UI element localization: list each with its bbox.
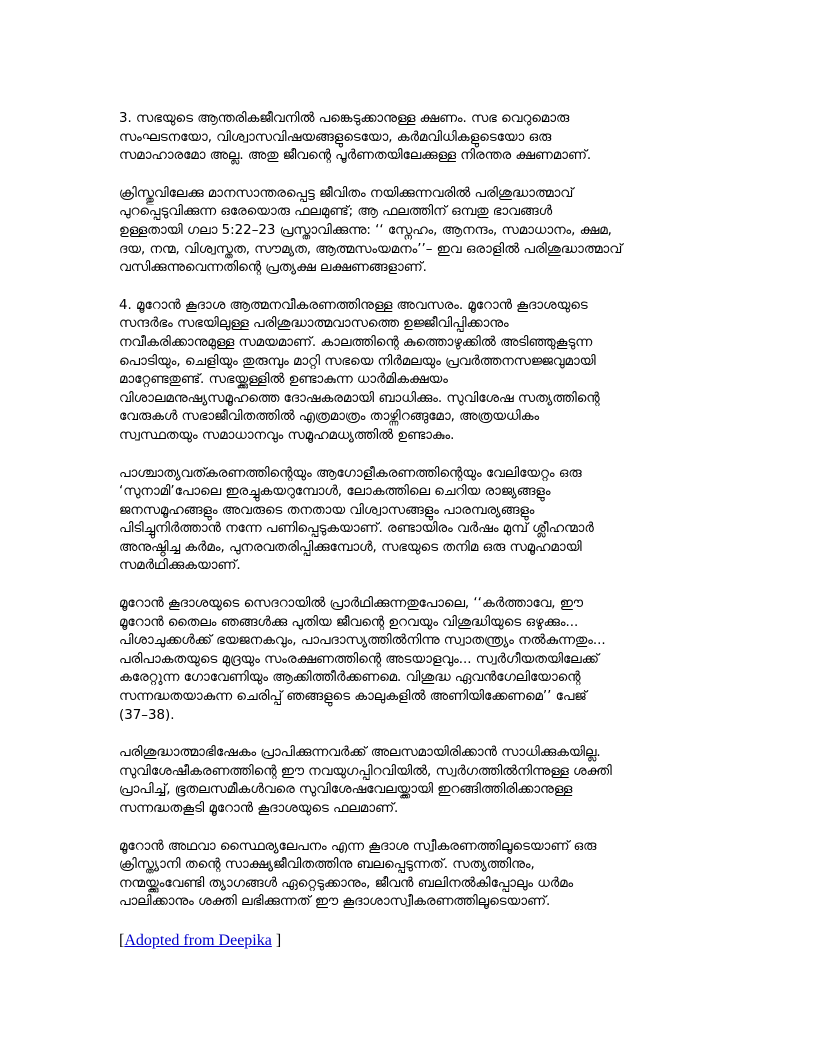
source-close-bracket: ]	[271, 931, 282, 949]
text-line: മൂറോന്‍ കൂദാശയുടെ സെദറായില്‍ പ്രാര്‍ഥിക്കുന്നതുപോലെ, ‘‘കര്‍ത്താവേ, ഈ	[119, 596, 583, 612]
text-line: ക്രിസ്ത്യാനി തന്റെ സാക്ഷ്യജീവിതത്തിനു ബലപ്പെടുന്നത്. സത്യത്തിനും,	[119, 857, 535, 873]
text-line: നവീകരിക്കാനുമുള്ള സമയമാണ്. കാലത്തിന്റെ കുത്തൊഴുക്കില്‍ അടിഞ്ഞുകൂടുന്ന	[119, 334, 593, 350]
paragraph	[119, 595, 686, 725]
text-line: 4. മൂറോന്‍ കൂദാശ ആത്മനവീകരണത്തിനുള്ള അവസരം. മൂറോന്‍ കൂദാശയുടെ	[119, 297, 588, 313]
text-line: (37–38).	[119, 707, 175, 723]
text-line: പിശാചുക്കള്‍ക്ക് ഭയജനകവും, പാപദാസ്യത്തില്‍നിന്നു സ്വാതന്ത്ര്യം നല്‍കുന്നതും...	[119, 633, 606, 649]
text-line: സംഘടനയോ, വിശ്വാസവിഷയങ്ങളുടെയോ, കര്‍മവിധികളുടെയോ ഒരു	[119, 129, 552, 145]
paragraph	[119, 110, 686, 166]
text-line: ക്രിസ്തുവിലേക്കു മാനസാന്തരപ്പെട്ട ജീവിതം നയിക്കുന്നവരില്‍ പരിശുദ്ധാത്മാവ്	[119, 185, 574, 201]
text-line: ഉള്ളതായി ഗലാ 5:22–23 പ്രസ്താവിക്കുന്നു: ‘‘ സ്നേഹം, ആനന്ദം, സമാധാനം, ക്ഷമ,	[119, 222, 612, 238]
text-line: അനുഷ്ഠിച്ച കര്‍മം, പുനരവതരിപ്പിക്കുമ്പോള്‍, സഭയുടെ തനിമ ഒരു സമൂഹമായി	[119, 539, 582, 555]
text-line: പൊടിയും, ചെളിയും തുരുമ്പും മാറ്റി സഭയെ നിര്‍മലയും പ്രവര്‍ത്തനസജ്ജവുമായി	[119, 353, 596, 369]
text-line: പാശ്ചാത്യവത്കരണത്തിന്റെയും ആഗോളീകരണത്തിന്റെയും വേലിയേറ്റം ഒരു	[119, 465, 582, 481]
paragraph	[119, 744, 686, 818]
paragraph	[119, 465, 686, 577]
text-line: മൂറോന്‍ അഥവാ സ്ഥൈര്യലേപനം എന്ന കൂദാശ സ്വീകരണത്തിലൂടെയാണ് ഒരു	[119, 838, 597, 854]
text-line: കരേറ്റുന്ന ഗോവേണിയും ആക്കിത്തീര്‍ക്കണമെ. വിശുദ്ധ ഏവന്‍ഗേലിയോന്റെ	[119, 670, 581, 686]
paragraph	[119, 297, 686, 446]
text-line: ജനസമൂഹങ്ങളും അവരുടെ തനതായ വിശ്വാസങ്ങളും പാരമ്പര്യങ്ങളും	[119, 502, 535, 518]
text-line: ‘സുനാമി’പോലെ ഇരച്ചുകയറുമ്പോള്‍, ലോകത്തിലെ ചെറിയ രാജ്യങ്ങളും	[119, 484, 551, 500]
text-line: സ്വസ്ഥതയും സമാധാനവും സമൂഹമധ്യത്തില്‍ ഉണ്ടാകും.	[119, 427, 455, 443]
paragraph	[119, 838, 686, 912]
text-line: പിടിച്ചുനിര്‍ത്താന്‍ നന്നേ പണിപ്പെടുകയാണ്. രണ്ടായിരം വര്‍ഷം മുമ്പ് ശ്ലീഹന്മാര്‍	[119, 521, 594, 537]
text-line: സന്നദ്ധതകൂടി മൂറോന്‍ കൂദാശയുടെ ഫലമാണ്.	[119, 801, 399, 816]
text-line: വേരുകള്‍ സഭാജീവിതത്തില്‍ എത്രമാത്രം താഴ്ന്നിറങ്ങുമോ, അത്രയധികം	[119, 409, 540, 425]
text-line: മാറ്റേണ്ടതുണ്ട്. സഭയ്ക്കുള്ളില്‍ ഉണ്ടാകുന്ന ധാര്‍മികക്ഷയം	[119, 372, 448, 388]
source-link[interactable]: Adopted from Deepika	[124, 931, 272, 949]
text-line: പരിശുദ്ധാത്മാഭിഷേകം പ്രാപിക്കുന്നവര്‍ക്ക് അലസമായിരിക്കാന്‍ സാധിക്കുകയില്ല.	[119, 745, 601, 761]
text-line: ദയ, നന്മ, വിശ്വസ്തത, സൗമ്യത, ആത്മസംയമനം’’– ഇവ ഒരാളില്‍ പരിശുദ്ധാത്മാവ്	[119, 241, 623, 257]
text-line: സന്ദര്‍ഭം സഭയിലുള്ള പരിശുദ്ധാത്മവാസത്തെ ഉജ്ജീവിപ്പിക്കാനും	[119, 316, 509, 332]
text-line: സുവിശേഷീകരണത്തിന്റെ ഈ നവയുഗപ്പിറവിയില്‍, സ്വര്‍ഗത്തില്‍നിന്നുള്ള ശക്തി	[119, 763, 612, 779]
text-line: സമര്‍ഥിക്കുകയാണ്.	[119, 558, 241, 574]
article-body	[119, 110, 686, 912]
text-line: മൂറോന്‍ തൈലം ഞങ്ങള്‍ക്കു പുതിയ ജീവന്റെ ഉറവയും വിശുദ്ധിയുടെ ഒഴുക്കും...	[119, 614, 579, 630]
paragraph	[119, 185, 686, 278]
text-line: വിശാലമനുഷ്യസമൂഹത്തെ ദോഷകരമായി ബാധിക്കും. സുവിശേഷ സത്യത്തിന്റെ	[119, 390, 600, 406]
text-line: സമാഹാരമോ അല്ല. അതു ജീവന്റെ പൂര്‍ണതയിലേക്കുള്ള നിരന്തര ക്ഷണമാണ്.	[119, 148, 592, 164]
text-line: പുറപ്പെടുവിക്കുന്ന ഒരേയൊരു ഫലമുണ്ട്; ആ ഫലത്തിന് ഒമ്പതു ഭാവങ്ങള്‍	[119, 204, 553, 220]
text-line: പരിപാകതയുടെ മുദ്രയും സംരക്ഷണത്തിന്റെ അടയാളവും... സ്വര്‍ഗീയതയിലേക്ക്	[119, 651, 599, 667]
text-line: 3. സഭയുടെ ആന്തരികജീവനില്‍ പങ്കെടുക്കാനുള്ള ക്ഷണം. സഭ വെറുമൊരു	[119, 111, 570, 126]
text-line: പ്രാപിച്ച്, ഭൂതലസമീകള്‍വരെ സുവിശേഷവേലയ്ക്കായി ഇറങ്ങിത്തിരിക്കാനുള്ള	[119, 782, 573, 798]
text-line: പാലിക്കാനും ശക്തി ലഭിക്കുന്നത് ഈ കൂദാശാസ്വീകരണത്തിലൂടെയാണ്.	[119, 894, 551, 910]
text-line: വസിക്കുന്നുവെന്നതിന്റെ പ്രത്യക്ഷ ലക്ഷണങ്ങളാണ്.	[119, 260, 427, 276]
text-line: നന്മയ്ക്കുംവേണ്ടി ത്യാഗങ്ങള്‍ ഏറ്റെടുക്കാനും, ജീവന്‍ ബലിനല്‍കിപ്പോലും ധര്‍മം	[119, 875, 574, 891]
source-open-bracket: [	[119, 931, 125, 949]
source-citation	[119, 931, 686, 951]
text-line: സന്നദ്ധതയാകുന്ന ചെരിപ്പ് ഞങ്ങളുടെ കാലുകളില്‍ അണിയിക്കേണമെ’’ പേജ്	[119, 689, 587, 705]
